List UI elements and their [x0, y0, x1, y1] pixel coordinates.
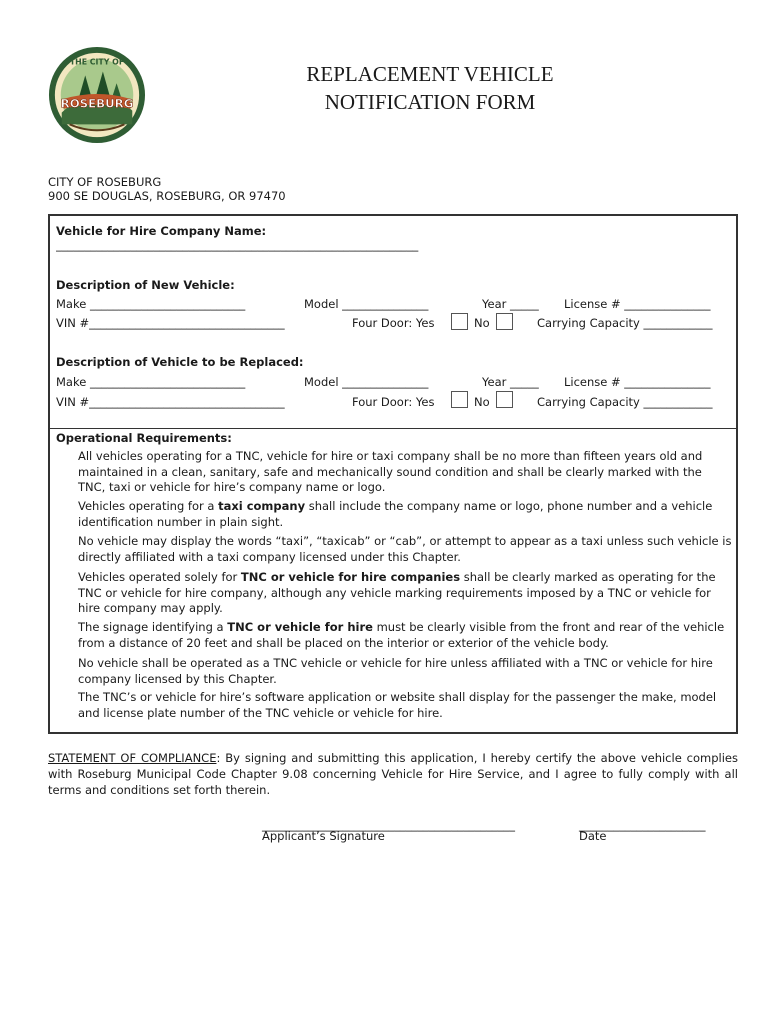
old-model-field[interactable]: Model _______________: [304, 375, 429, 389]
street-address: 900 SE DOUGLAS, ROSEBURG, OR 97470: [48, 189, 286, 203]
new-four-door-label: Four Door: Yes: [352, 316, 435, 330]
new-four-door-yes-checkbox[interactable]: [451, 313, 468, 330]
city-address: [48, 175, 286, 203]
date-line[interactable]: ______________________: [579, 818, 706, 832]
old-four-door-no-checkbox[interactable]: [496, 391, 513, 408]
old-capacity-field[interactable]: Carrying Capacity ____________: [537, 395, 713, 409]
svg-text:THE CITY OF: THE CITY OF: [69, 57, 125, 67]
new-license-field[interactable]: License # _______________: [564, 297, 711, 311]
new-year-field[interactable]: Year _____: [482, 297, 539, 311]
form-title: [230, 60, 630, 116]
new-model-field[interactable]: Model _______________: [304, 297, 429, 311]
new-four-door-no-label: No: [474, 316, 490, 330]
new-four-door-no-checkbox[interactable]: [496, 313, 513, 330]
requirement-7: The TNC’s or vehicle for hire’s software application or website shall display for the passenger the make, model and license plate number of the TNC vehicle or vehicle for hire.: [78, 690, 717, 720]
old-four-door-label: Four Door: Yes: [352, 395, 435, 409]
applicant-signature-label: Applicant’s Signature: [262, 829, 385, 843]
requirement-6: No vehicle shall be operated as a TNC vehicle or vehicle for hire unless affiliated with a TNC or vehicle for hire company licensed by this Chapter.: [78, 656, 713, 686]
old-license-field[interactable]: License # _______________: [564, 375, 711, 389]
requirement-1: All vehicles operating for a TNC, vehicle for hire or taxi company shall be no more than fifteen years old and maintained in a clean, sanitary, safe and mechanically sound condition and shall be clearly marked with the TNC, taxi or vehicle for hire’s company name or logo.: [78, 449, 703, 494]
old-make-field[interactable]: Make ___________________________: [56, 375, 246, 389]
statement-label: STATEMENT OF COMPLIANCE: [48, 751, 217, 765]
requirements-heading: Operational Requirements:: [56, 431, 232, 445]
replaced-vehicle-heading: Description of Vehicle to be Replaced:: [56, 355, 304, 369]
applicant-signature-line[interactable]: ____________________________________________: [262, 818, 515, 832]
old-four-door-yes-checkbox[interactable]: [451, 391, 468, 408]
city-seal-logo: [48, 46, 146, 144]
new-vin-field[interactable]: VIN #__________________________________: [56, 316, 285, 330]
svg-text:ROSEBURG: ROSEBURG: [60, 96, 134, 111]
title-line-1: REPLACEMENT VEHICLE: [306, 62, 554, 86]
statement-text: : By signing and submitting this application, I hereby certify the above vehicle complies with Roseburg Municipal Code Chapter 9.08 concerning Vehicle for Hire Service, and I agree to fully comply with all terms and conditions set forth therein.: [48, 751, 738, 797]
old-four-door-no-label: No: [474, 395, 490, 409]
date-label: Date: [579, 829, 607, 843]
new-vehicle-heading: Description of New Vehicle:: [56, 278, 235, 292]
old-vin-field[interactable]: VIN #__________________________________: [56, 395, 285, 409]
company-name-field[interactable]: _______________________________________________________________: [56, 238, 419, 252]
new-make-field[interactable]: Make ___________________________: [56, 297, 246, 311]
requirement-3: No vehicle may display the words “taxi”, “taxicab” or “cab”, or attempt to appear as a taxi unless such vehicle is directly affiliated with a taxi company licensed under this Chapter.: [78, 534, 732, 564]
requirement-4: Vehicles operated solely for TNC or vehicle for hire companies shall be clearly marked as operating for the TNC or vehicle for hire company, although any vehicle marking requirements imposed by a TNC or vehicle for hire company may apply.: [78, 570, 716, 615]
vehicle-info-box: [48, 214, 738, 734]
old-year-field[interactable]: Year _____: [482, 375, 539, 389]
statement-of-compliance: [48, 750, 738, 798]
city-name: CITY OF ROSEBURG: [48, 175, 162, 189]
title-line-2: NOTIFICATION FORM: [324, 90, 536, 114]
section-divider: [50, 428, 736, 429]
new-capacity-field[interactable]: Carrying Capacity ____________: [537, 316, 713, 330]
requirement-2: Vehicles operating for a taxi company shall include the company name or logo, phone number and a vehicle identification number in plain sight.: [78, 499, 713, 529]
company-name-label: Vehicle for Hire Company Name:: [56, 224, 267, 238]
requirement-5: The signage identifying a TNC or vehicle for hire must be clearly visible from the front and rear of the vehicle from a distance of 20 feet and shall be placed on the interior or exterior of the vehicle body.: [78, 620, 725, 650]
